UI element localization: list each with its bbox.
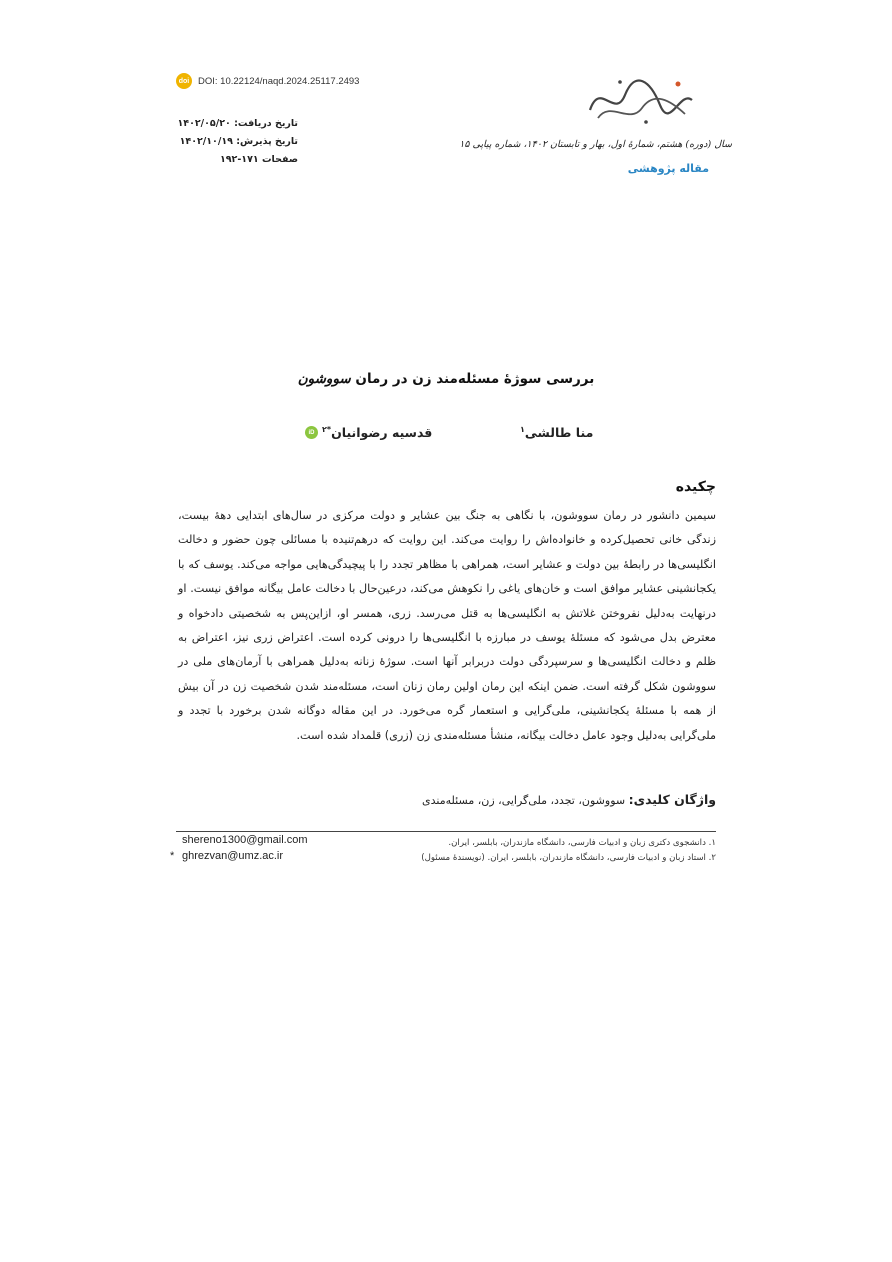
footnote-2: ۲. استاد زبان و ادبیات فارسی، دانشگاه مازندران، بابلسر، ایران. (نویسندهٔ مسئول) [421,853,716,863]
pages-label: صفحات [262,154,298,165]
author-2 [305,425,432,440]
received-label: تاریخ دریافت: [234,118,298,129]
author-1-marker: ۱ [520,425,525,434]
doi-link[interactable]: DOI: 10.22124/naqd.2024.25117.2493 [198,75,360,87]
keywords-list: سووشون، تجدد، ملی‌گرایی، زن، مسئله‌مندی [422,794,629,807]
article-dates [178,115,298,169]
abstract-heading: چکیده [675,479,716,495]
author-1 [520,425,593,440]
issue-line: سال (دوره) هشتم، شمارهٔ اول، بهار و تابستان ۱۴۰۲، شماره پیاپی ۱۵ [459,139,732,150]
doi-icon: doi [176,73,192,89]
email-2-text[interactable]: ghrezvan@umz.ac.ir [182,850,284,862]
title-italic: سووشون [297,371,351,387]
journal-logo [580,70,700,130]
author-2-marker: *۲ [322,425,332,434]
paper-title [176,371,716,387]
author-1-name: منا طالشی [524,425,594,441]
accepted-date: ۱۴۰۲/۱۰/۱۹ [179,136,233,147]
keywords-label: واژگان کلیدی: [628,792,716,807]
author-2-name-wrap [322,425,432,440]
email-2 [170,848,308,864]
journal-logo-text: نقد و نظریه ادبی [640,128,648,129]
footnotes [421,836,716,866]
doi-row [176,73,359,89]
email-1 [170,832,308,848]
author-emails [170,832,308,864]
keywords [176,792,716,807]
orcid-icon[interactable]: iD [305,426,318,439]
received-line [178,115,298,133]
email-1-text[interactable]: shereno1300@gmail.com [182,834,308,846]
author-2-name: قدسیه رضوانیان [331,425,433,441]
corresponding-marker: * [170,850,175,862]
pages-line [178,151,298,169]
title-main: بررسی سوژهٔ مسئله‌مند زن در رمان [350,371,595,387]
accepted-line [178,133,298,151]
pages-range: ۱۷۱-۱۹۲ [219,154,259,165]
accepted-label: تاریخ پذیرش: [236,136,298,147]
journal-logo-graphic [580,70,700,130]
abstract-body: سیمین دانشور در رمان سووشون، با نگاهی به جنگ بین عشایر و دولت مرکزی در سال‌های ابتدایی دههٔ بیست، زندگی خانی تحصیل‌کرده و خانواده‌اش را روایت می‌کند. این روایت که درهم‌تنیده با مسائلی چون حضور و دخالت انگلیسی‌ها در رابطهٔ بین دولت و عشایر است، همراهی با مظاهر تجدد را با پیچیدگی‌هایی مواجه می‌کند. یوسف که با یکجانشینی عشایر موافق است و خان‌های یاغی را نکوهش می‌کند، درعین‌حال با دخالت عامل بیگانه موافق نیست. او درنهایت به‌دلیل نفروختن غلاتش به انگلیسی‌ها به قتل می‌رسد. زری، همسر او، ازاین‌پس به شخصیتی دادخواه و معترض بدل می‌شود که مسئلهٔ یوسف در مبارزه با انگلیسی‌ها را درونی کرده است. اعتراض زری نیز، اعتراض به ظلم و دخالت انگلیسی‌ها و سرسپردگی دولت دربرابر آنها است. سوژهٔ زنانه به‌دلیل همراهی با آرمان‌های ملی در سووشون شکل گرفته است. ضمن اینکه این رمان اولین رمان زنان است، مسئله‌مند شدن شخصیت زن در آن بیش از همه با مسئلهٔ یکجانشینی، ملی‌گرایی و استعمار گره می‌خورد. در این مقاله دوگانه شدن برخورد با تجدد و ملی‌گرایی به‌دلیل وجود عامل دخالت بیگانه، منشأ مسئله‌مندی زن (زری) قلمداد شده است. [178,509,716,742]
footnote-1: ۱. دانشجوی دکتری زبان و ادبیات فارسی، دانشگاه مازندران، بابلسر، ایران. [448,838,716,848]
article-type: مقاله پژوهشی [627,162,709,175]
received-date: ۱۴۰۲/۰۵/۲۰ [177,118,231,129]
